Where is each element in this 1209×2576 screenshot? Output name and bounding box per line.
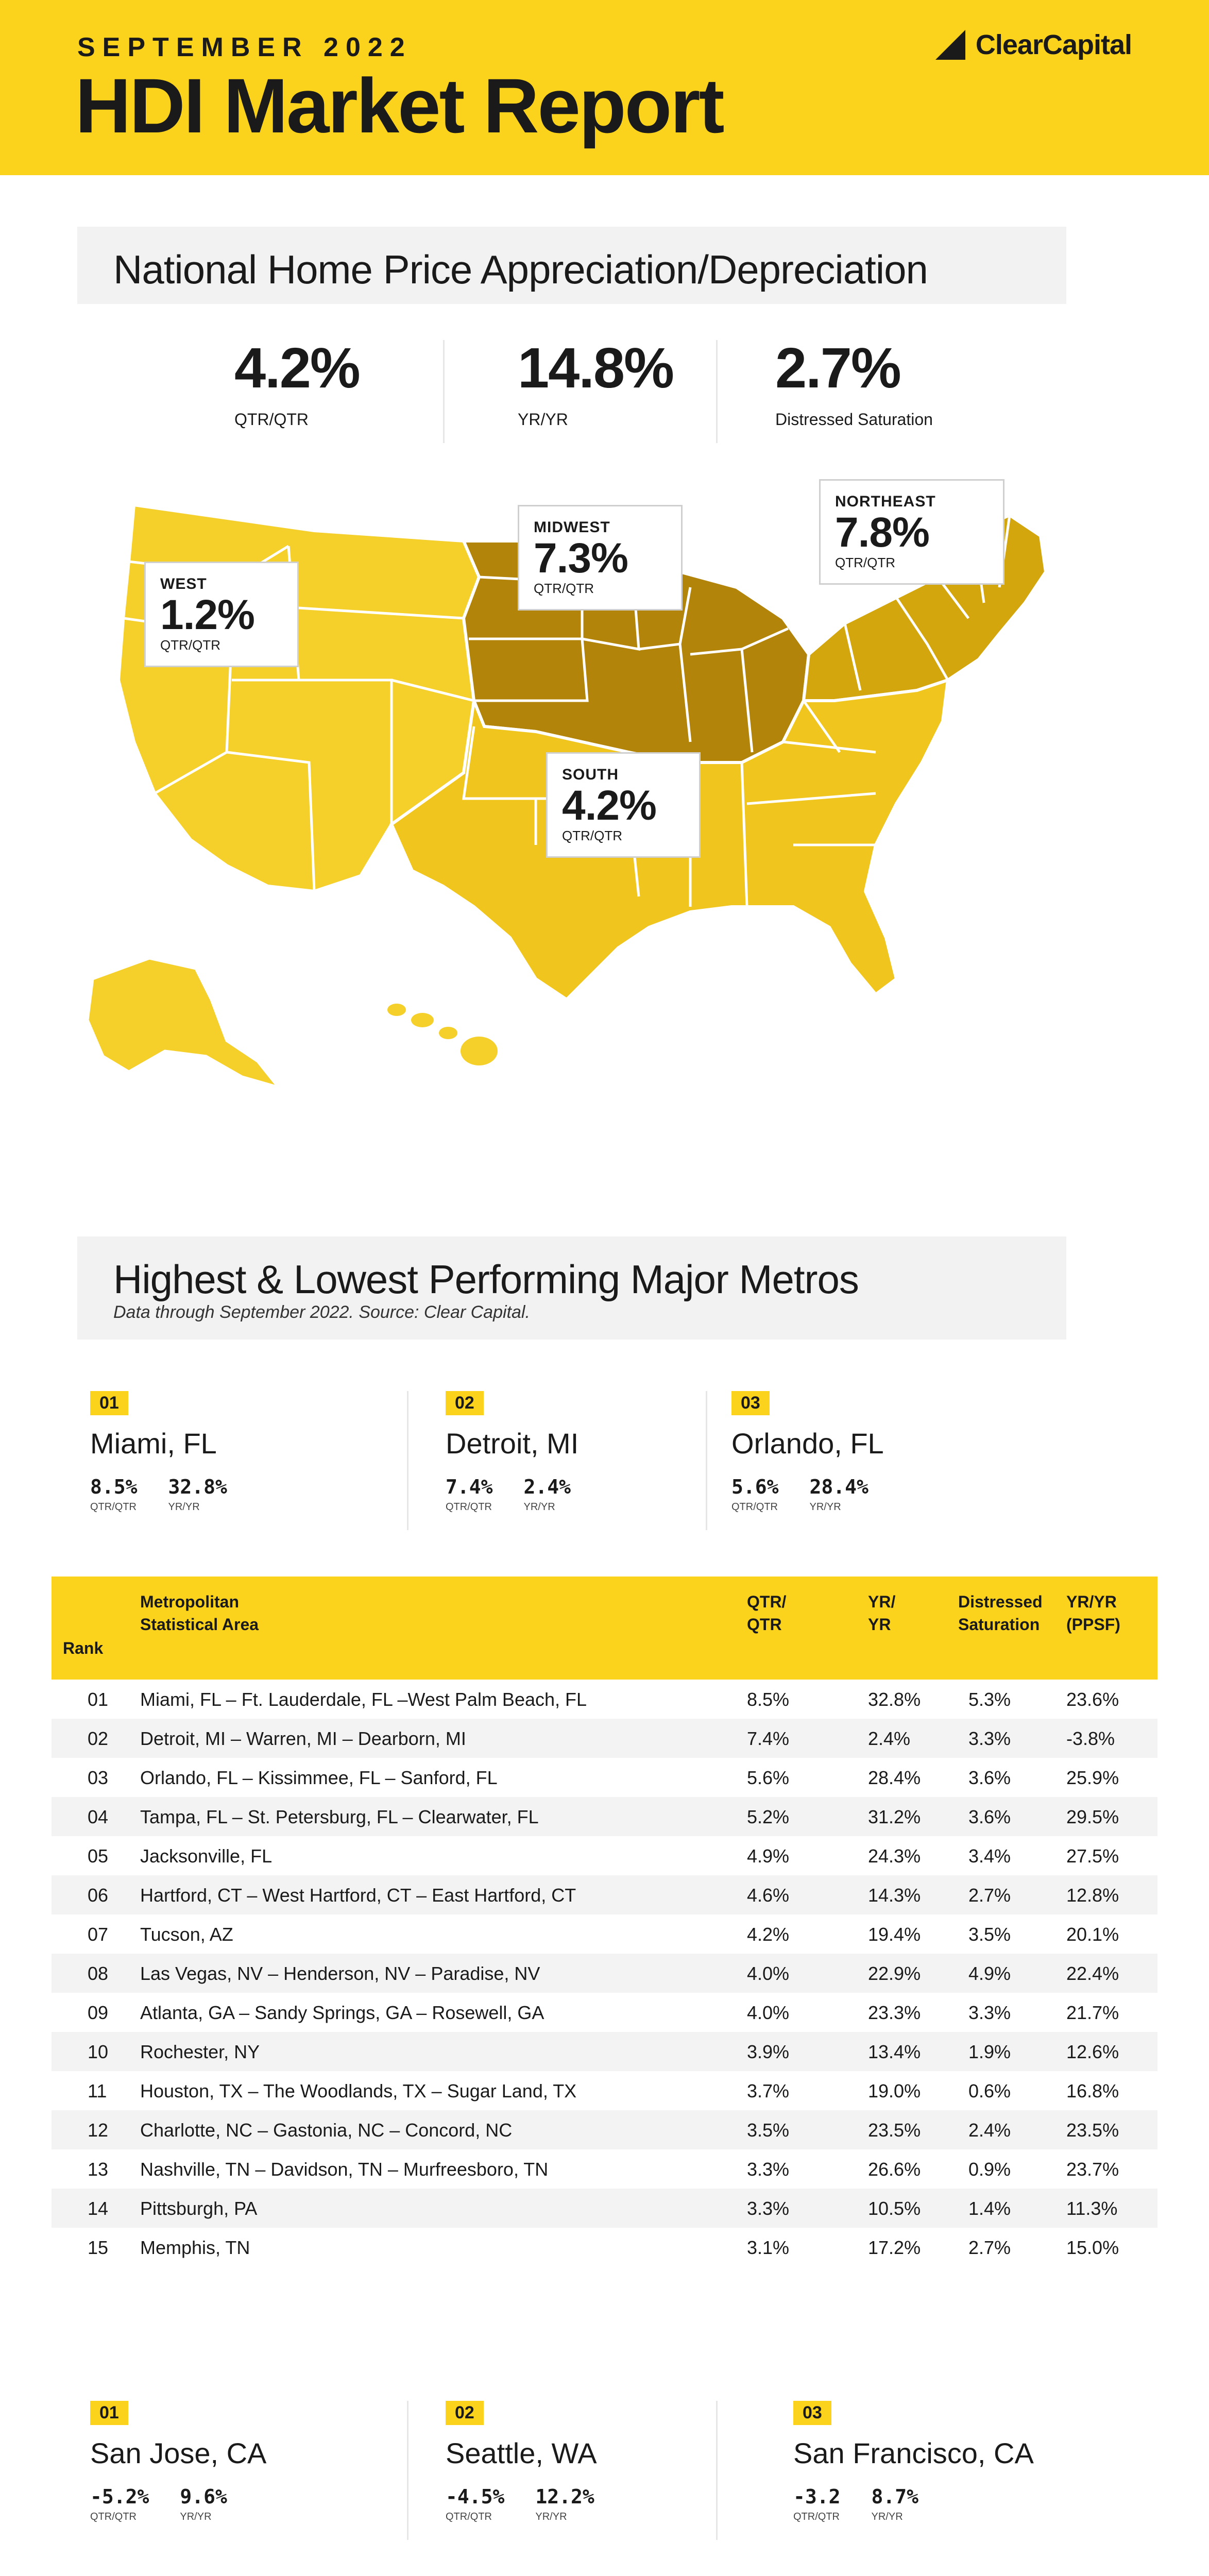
cell-distressed: 2.7% [968, 2237, 1011, 2258]
national-stat-distressed [775, 336, 933, 429]
metro-yr-value: 8.7% [871, 2485, 919, 2508]
cell-yr: 10.5% [868, 2198, 921, 2219]
report-title: HDI Market Report [75, 62, 723, 149]
metro-qtr-value: -3.2 [793, 2485, 841, 2508]
cell-msa: Pittsburgh, PA [140, 2198, 258, 2219]
brand-name: ClearCapital [975, 29, 1132, 60]
header-msa-line2: Statistical Area [140, 1615, 259, 1634]
cell-rank: 09 [88, 2002, 109, 2023]
metro-qtr-value: 5.6% [731, 1476, 779, 1498]
clearcapital-logo-icon [932, 27, 968, 63]
cell-qtr: 5.6% [747, 1767, 790, 1788]
metro-name: Detroit, MI [446, 1427, 579, 1460]
cell-qtr: 3.7% [747, 2080, 790, 2102]
cell-msa: Jacksonville, FL [140, 1845, 273, 1867]
stat-divider [716, 340, 718, 443]
metro-qtr-value: -5.2% [90, 2485, 149, 2508]
cell-yr: 24.3% [868, 1845, 921, 1867]
card-divider [407, 1391, 408, 1530]
cell-ppsf: 21.7% [1066, 2002, 1119, 2023]
table-row [52, 1954, 1157, 1993]
cell-yr: 17.2% [868, 2237, 921, 2258]
cell-msa: Memphis, TN [140, 2237, 250, 2258]
stat-divider [443, 340, 445, 443]
cell-yr: 22.9% [868, 1963, 921, 1984]
table-row [52, 2071, 1157, 2110]
cell-distressed: 3.4% [968, 1845, 1011, 1867]
stat-value: 2.7% [775, 336, 900, 400]
metro-yr-label: YR/YR [809, 1501, 841, 1513]
cell-qtr: 4.0% [747, 1963, 790, 1984]
cell-ppsf: 16.8% [1066, 2080, 1119, 2102]
metro-yr-value: 2.4% [523, 1476, 571, 1498]
cell-yr: 14.3% [868, 1885, 921, 1906]
table-row [52, 1719, 1157, 1758]
stat-label: YR/YR [518, 410, 568, 429]
table-row [52, 2228, 1157, 2267]
metro-yr-label: YR/YR [523, 1501, 555, 1513]
bottom-metro-card [90, 2401, 358, 2523]
rank-badge: 03 [731, 1391, 770, 1415]
cell-rank: 06 [88, 1885, 109, 1906]
cell-yr: 23.5% [868, 2120, 921, 2141]
cell-distressed: 3.3% [968, 1728, 1011, 1749]
cell-rank: 07 [88, 1924, 109, 1945]
stat-value: 4.2% [234, 336, 360, 400]
cell-rank: 12 [88, 2120, 109, 2141]
cell-qtr: 3.5% [747, 2120, 790, 2141]
rank-badge: 01 [90, 1391, 128, 1415]
region-name: NORTHEAST [835, 493, 936, 510]
header-dist-line1: Distressed [958, 1592, 1043, 1611]
metro-name: Seattle, WA [446, 2437, 597, 2469]
cell-msa: Houston, TX – The Woodlands, TX – Sugar Land, TX [140, 2080, 577, 2102]
cell-distressed: 1.4% [968, 2198, 1011, 2219]
cell-msa: Hartford, CT – West Hartford, CT – East Hartford, CT [140, 1885, 576, 1906]
region-label: QTR/QTR [534, 581, 594, 597]
cell-msa: Nashville, TN – Davidson, TN – Murfreesboro, TN [140, 2159, 549, 2180]
table-row [52, 2110, 1157, 2149]
cell-ppsf: 23.7% [1066, 2159, 1119, 2180]
region-value: 7.3% [534, 535, 628, 582]
cell-rank: 14 [88, 2198, 109, 2219]
header-ppsf-line2: (PPSF) [1066, 1615, 1120, 1634]
cell-distressed: 4.9% [968, 1963, 1011, 1984]
cell-ppsf: 11.3% [1066, 2198, 1118, 2219]
cell-qtr: 3.1% [747, 2237, 790, 2258]
metro-name: Miami, FL [90, 1427, 217, 1460]
region-callout-west [144, 562, 299, 667]
table-row [52, 1914, 1157, 1954]
table-row [52, 1758, 1157, 1797]
cell-distressed: 3.6% [968, 1767, 1011, 1788]
cell-yr: 13.4% [868, 2041, 921, 2062]
table-row [52, 1875, 1157, 1914]
header-msa-line1: Metropolitan [140, 1592, 239, 1611]
table-row [52, 1797, 1157, 1836]
cell-yr: 19.0% [868, 2080, 921, 2102]
metros-section-title: Highest & Lowest Performing Major Metros [113, 1257, 859, 1302]
cell-qtr: 4.6% [747, 1885, 790, 1906]
metros-section-header [77, 1236, 1066, 1340]
cell-msa: Tucson, AZ [140, 1924, 233, 1945]
rank-badge: 03 [793, 2401, 831, 2425]
top-metro-card [446, 1391, 713, 1513]
alaska-shape [88, 958, 278, 1087]
metro-yr-label: YR/YR [180, 2511, 212, 2522]
cell-rank: 01 [88, 1689, 109, 1710]
national-stat-qtr [234, 336, 360, 429]
cell-ppsf: 20.1% [1066, 1924, 1119, 1945]
cell-yr: 19.4% [868, 1924, 921, 1945]
cell-qtr: 4.9% [747, 1845, 790, 1867]
metro-qtr-label: QTR/QTR [90, 1501, 137, 1513]
region-label: QTR/QTR [835, 555, 895, 571]
metro-name: San Jose, CA [90, 2437, 267, 2469]
top-metro-card [731, 1391, 999, 1513]
region-callout-northeast [819, 479, 1004, 585]
metro-qtr-label: QTR/QTR [446, 2511, 492, 2522]
us-region-map [72, 484, 1102, 1128]
cell-msa: Miami, FL – Ft. Lauderdale, FL –West Palm Beach, FL [140, 1689, 587, 1710]
card-divider [407, 2401, 408, 2540]
cell-rank: 10 [88, 2041, 109, 2062]
metro-name: Orlando, FL [731, 1427, 884, 1460]
region-value: 1.2% [160, 591, 254, 638]
cell-ppsf: 22.4% [1066, 1963, 1119, 1984]
cell-yr: 31.2% [868, 1806, 921, 1827]
cell-rank: 03 [88, 1767, 109, 1788]
cell-ppsf: 23.5% [1066, 2120, 1119, 2141]
top-metros-table [52, 1577, 1157, 2267]
metro-yr-value: 9.6% [180, 2485, 227, 2508]
region-callout-midwest [518, 505, 683, 611]
national-section-header [77, 227, 1066, 304]
cell-msa: Las Vegas, NV – Henderson, NV – Paradise, NV [140, 1963, 540, 1984]
cell-rank: 13 [88, 2159, 109, 2180]
cell-distressed: 5.3% [968, 1689, 1011, 1710]
rank-badge: 02 [446, 2401, 484, 2425]
report-date: SEPTEMBER 2022 [77, 32, 412, 62]
cell-yr: 28.4% [868, 1767, 921, 1788]
cell-msa: Charlotte, NC – Gastonia, NC – Concord, NC [140, 2120, 513, 2141]
metro-yr-value: 28.4% [809, 1476, 869, 1498]
region-name: WEST [160, 575, 207, 592]
metro-name: San Francisco, CA [793, 2437, 1034, 2469]
metro-yr-label: YR/YR [871, 2511, 903, 2522]
rank-badge: 02 [446, 1391, 484, 1415]
header-rank: Rank [63, 1639, 104, 1657]
cell-qtr: 7.4% [747, 1728, 790, 1749]
cell-qtr: 3.3% [747, 2159, 790, 2180]
cell-distressed: 2.4% [968, 2120, 1011, 2141]
cell-ppsf: 15.0% [1066, 2237, 1119, 2258]
cell-msa: Rochester, NY [140, 2041, 260, 2062]
cell-ppsf: 29.5% [1066, 1806, 1119, 1827]
table-row [52, 1993, 1157, 2032]
metro-qtr-value: -4.5% [446, 2485, 505, 2508]
metro-qtr-value: 7.4% [446, 1476, 493, 1498]
cell-qtr: 3.3% [747, 2198, 790, 2219]
table-row [52, 2149, 1157, 2189]
header-ppsf-line1: YR/YR [1066, 1592, 1117, 1611]
table-header [52, 1577, 1157, 1680]
region-name: MIDWEST [534, 519, 610, 536]
cell-yr: 23.3% [868, 2002, 921, 2023]
cell-yr: 32.8% [868, 1689, 921, 1710]
metros-section-subtitle: Data through September 2022. Source: Clear Capital. [113, 1302, 530, 1322]
header-yr-line1: YR/ [868, 1592, 896, 1611]
cell-distressed: 3.6% [968, 1806, 1011, 1827]
stat-label: QTR/QTR [234, 410, 309, 429]
header-qtr-line2: QTR [747, 1615, 782, 1634]
cell-rank: 15 [88, 2237, 109, 2258]
region-value: 7.8% [835, 509, 929, 556]
cell-qtr: 4.0% [747, 2002, 790, 2023]
card-divider [706, 1391, 707, 1530]
cell-qtr: 5.2% [747, 1806, 790, 1827]
region-label: QTR/QTR [160, 637, 220, 653]
header-yr-line2: YR [868, 1615, 891, 1634]
cell-distressed: 0.6% [968, 2080, 1011, 2102]
cell-distressed: 1.9% [968, 2041, 1011, 2062]
cell-distressed: 3.3% [968, 2002, 1011, 2023]
metro-qtr-label: QTR/QTR [731, 1501, 778, 1513]
cell-ppsf: 12.8% [1066, 1885, 1119, 1906]
report-header [0, 0, 1209, 175]
table-row [52, 2032, 1157, 2071]
cell-ppsf: 23.6% [1066, 1689, 1119, 1710]
cell-ppsf: -3.8% [1066, 1728, 1115, 1749]
cell-ppsf: 27.5% [1066, 1845, 1119, 1867]
brand-logo [932, 27, 1132, 63]
header-qtr-line1: QTR/ [747, 1592, 787, 1611]
metro-yr-value: 32.8% [168, 1476, 227, 1498]
table-row [52, 2189, 1157, 2228]
cell-rank: 04 [88, 1806, 109, 1827]
metro-qtr-label: QTR/QTR [90, 2511, 137, 2522]
cell-yr: 26.6% [868, 2159, 921, 2180]
region-name: SOUTH [562, 766, 619, 783]
bottom-metro-card [793, 2401, 1061, 2523]
header-dist-line2: Saturation [958, 1615, 1040, 1634]
cell-distressed: 3.5% [968, 1924, 1011, 1945]
cell-msa: Detroit, MI – Warren, MI – Dearborn, MI [140, 1728, 466, 1749]
bottom-metro-card [446, 2401, 713, 2523]
region-value: 4.2% [562, 782, 656, 829]
region-callout-south [546, 752, 701, 858]
metro-yr-value: 12.2% [535, 2485, 594, 2508]
table-row [52, 1836, 1157, 1875]
cell-yr: 2.4% [868, 1728, 911, 1749]
cell-qtr: 4.2% [747, 1924, 790, 1945]
metro-yr-label: YR/YR [535, 2511, 567, 2522]
metro-qtr-label: QTR/QTR [446, 1501, 492, 1513]
cell-rank: 02 [88, 1728, 109, 1749]
national-section-title: National Home Price Appreciation/Depreciation [113, 247, 928, 292]
top-metro-card [90, 1391, 358, 1513]
rank-badge: 01 [90, 2401, 128, 2425]
cell-rank: 11 [88, 2080, 107, 2102]
region-label: QTR/QTR [562, 828, 622, 844]
stat-label: Distressed Saturation [775, 410, 933, 429]
cell-distressed: 2.7% [968, 1885, 1011, 1906]
metro-yr-label: YR/YR [168, 1501, 200, 1513]
table-row [52, 1680, 1157, 1719]
hawaii-shape [387, 1004, 498, 1065]
table-body [52, 1680, 1157, 2267]
cell-distressed: 0.9% [968, 2159, 1011, 2180]
cell-qtr: 3.9% [747, 2041, 790, 2062]
stat-value: 14.8% [518, 336, 673, 400]
cell-msa: Atlanta, GA – Sandy Springs, GA – Rosewell, GA [140, 2002, 544, 2023]
cell-ppsf: 12.6% [1066, 2041, 1119, 2062]
cell-msa: Tampa, FL – St. Petersburg, FL – Clearwater, FL [140, 1806, 539, 1827]
card-divider [716, 2401, 718, 2540]
cell-rank: 05 [88, 1845, 109, 1867]
cell-msa: Orlando, FL – Kissimmee, FL – Sanford, FL [140, 1767, 498, 1788]
metro-qtr-label: QTR/QTR [793, 2511, 840, 2522]
metro-qtr-value: 8.5% [90, 1476, 138, 1498]
cell-rank: 08 [88, 1963, 109, 1984]
cell-ppsf: 25.9% [1066, 1767, 1119, 1788]
cell-qtr: 8.5% [747, 1689, 790, 1710]
national-stat-yr [518, 336, 673, 429]
